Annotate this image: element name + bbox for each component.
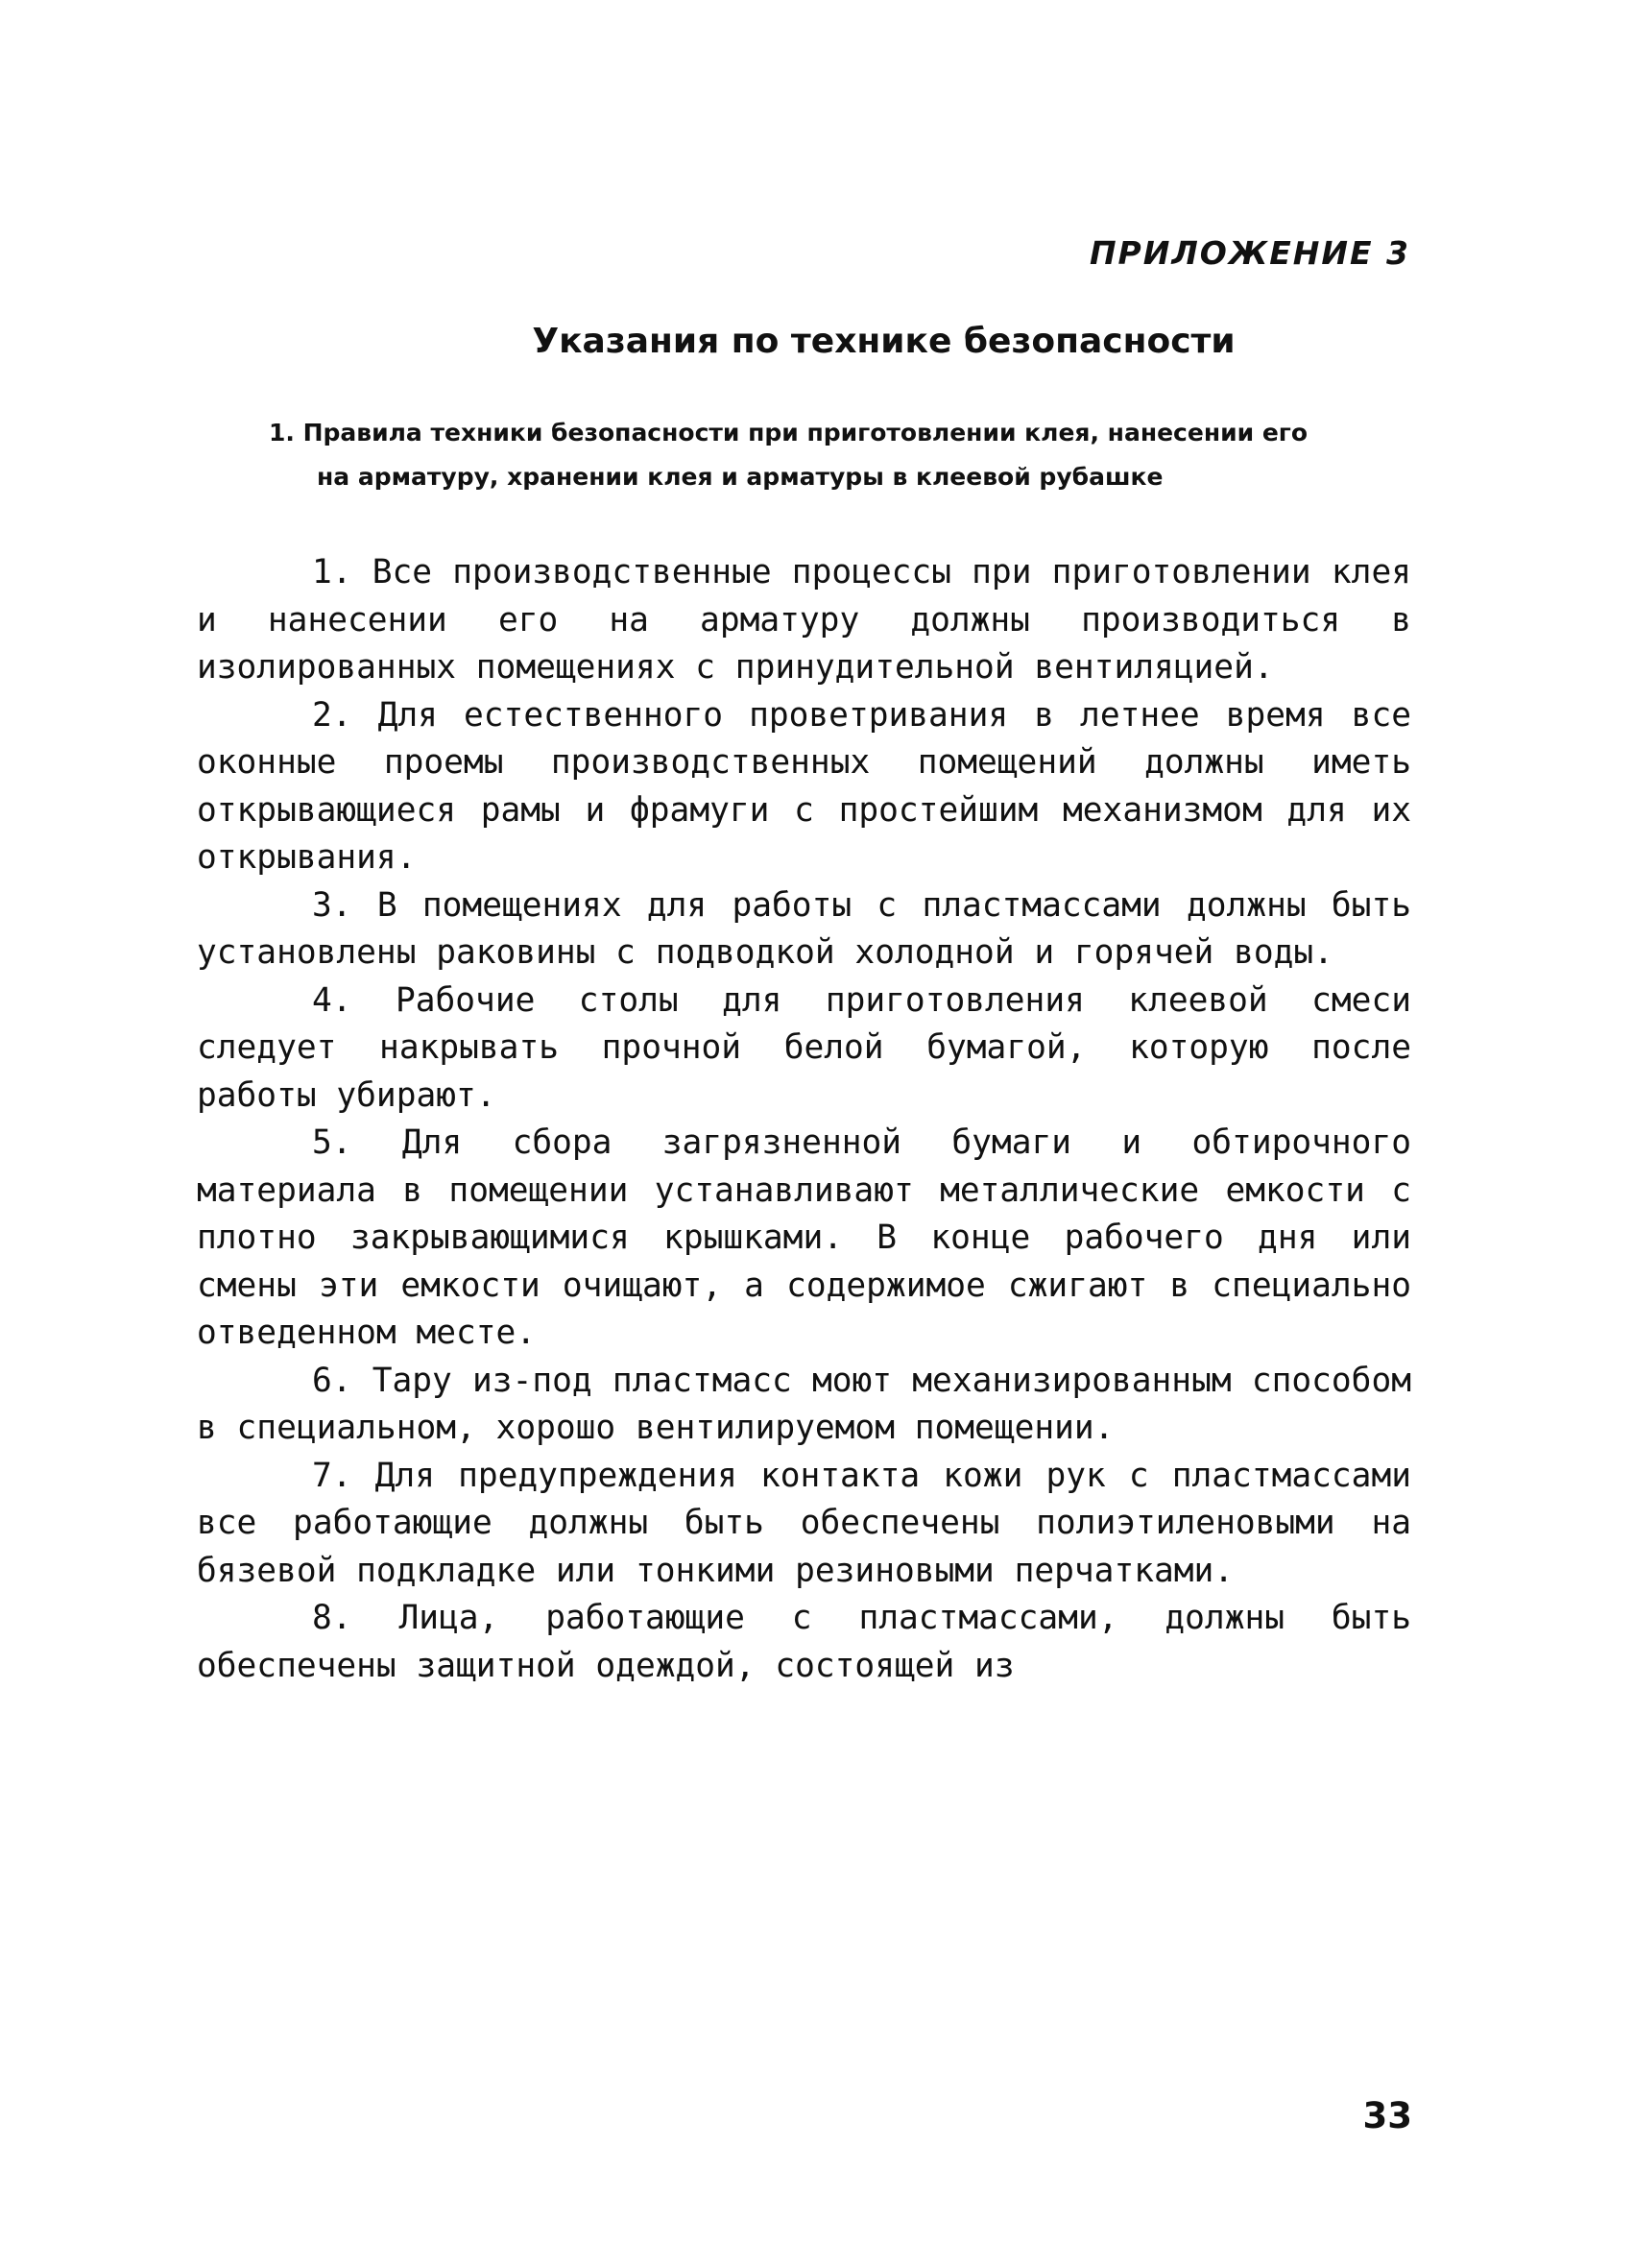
body-text (197, 549, 1411, 1690)
paragraph-3: 3. В помещениях для работы с пластмассами должны быть установлены раковины с подводкой холодной и горячей воды. (197, 885, 1411, 972)
paragraph-2: 2. Для естественного проветривания в летнее время все оконные проемы производственных помещений должны иметь открывающиеся рамы и фрамуги с простейшим механизмом для их открывания. (197, 695, 1411, 877)
paragraph-4: 4. Рабочие столы для приготовления клеевой смеси следует накрывать прочной белой бумагой, которую после работы убирают. (197, 980, 1411, 1115)
paragraph-1: 1. Все производственные процессы при приготовлении клея и нанесении его на арматуру должны производиться в изолированных помещениях с принудительной вентиляцией. (197, 553, 1411, 687)
section-heading (269, 411, 1440, 499)
paragraph-6: 6. Тару из-под пластмасс моют механизированным способом в специальном, хорошо вентилируемом помещении. (197, 1361, 1411, 1447)
section-heading-line-2: на арматуру, хранении клея и арматуры в клеевой рубашке (317, 463, 1164, 491)
paragraph-8: 8. Лица, работающие с пластмассами, должны быть обеспечены защитной одеждой, состоящей из (197, 1599, 1411, 1685)
appendix-label: ПРИЛОЖЕНИЕ 3 (1089, 234, 1410, 272)
document-title: Указания по технике безопасности (532, 322, 1236, 361)
paragraph-5: 5. Для сбора загрязненной бумаги и обтирочного материала в помещении устанавливают металлические емкости с плотно закрывающимися крышками. В конце рабочего дня или смены эти емкости очищают, а содержимое сжигают в специально отведенном месте. (197, 1123, 1411, 1352)
page-number: 33 (1362, 2095, 1412, 2136)
paragraph-7: 7. Для предупреждения контакта кожи рук с пластмассами все работающие должны быть обеспечены полиэтиленовыми на бязевой подкладке или тонкими резиновыми перчатками. (197, 1456, 1411, 1590)
section-heading-line-1: 1. Правила техники безопасности при приготовлении клея, нанесении его (269, 419, 1309, 446)
